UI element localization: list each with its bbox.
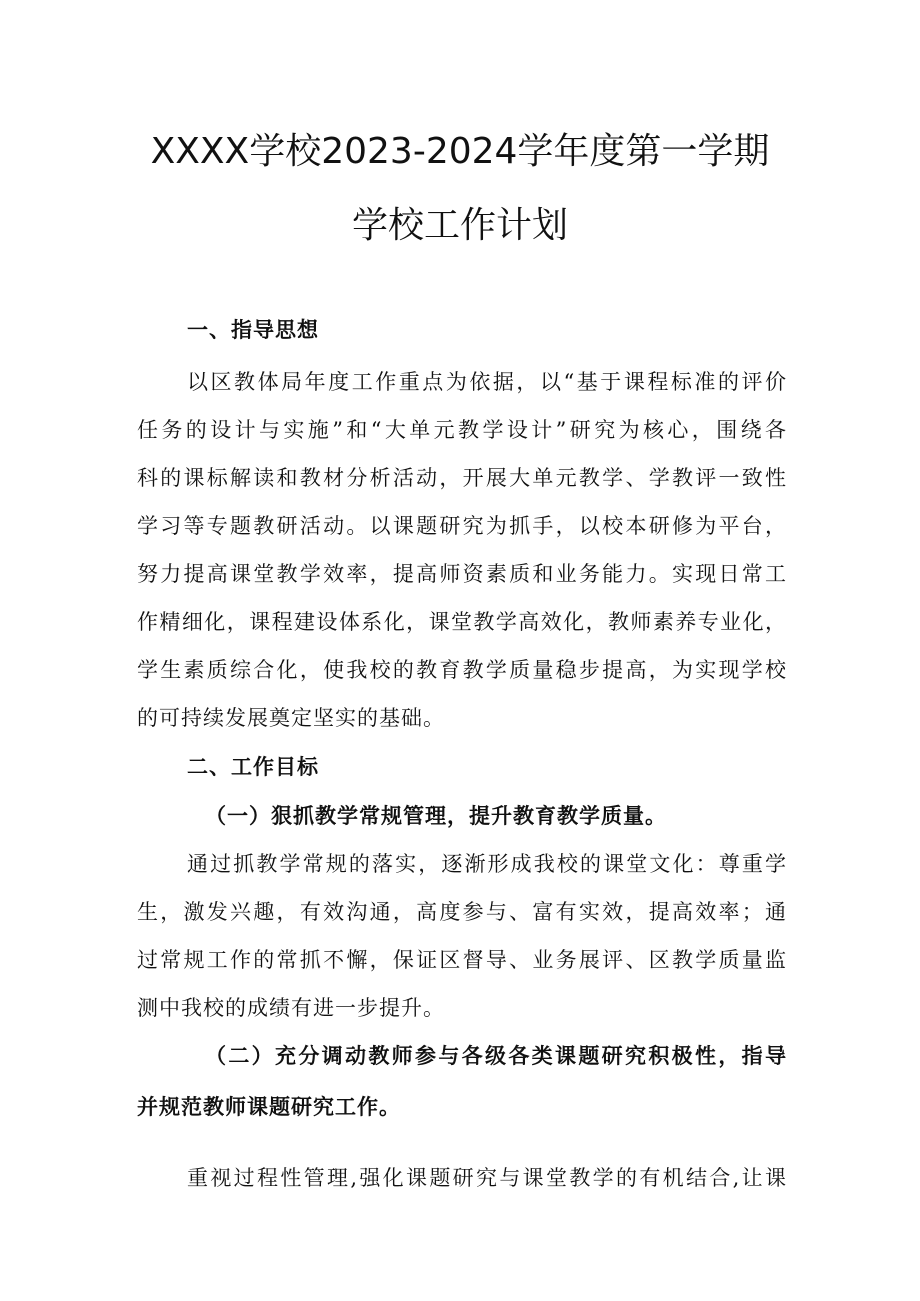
document-title-line-2: 学校工作计划 [351, 205, 568, 246]
paragraph-line: 努力提高课堂教学效率，提高师资素质和业务能力。实现日常工 [137, 562, 787, 586]
paragraph-line: 重视过程性管理,强化课题研究与课堂教学的有机结合,让课 [187, 1166, 787, 1190]
section-heading-work-goals: 二、工作目标 [187, 755, 319, 779]
paragraph-line: 学习等专题教研活动。以课题研究为抓手，以校本研修为平台， [137, 514, 787, 538]
subsection-heading-1: （一）狠抓教学常规管理，提升教育教学质量。 [205, 803, 667, 828]
paragraph-line: 科的课标解读和教材分析活动，开展大单元教学、学教评一致性 [137, 466, 787, 490]
subsection-heading-2-line-2: 并规范教师课题研究工作。 [137, 1094, 401, 1119]
paragraph-line: 任务的设计与实施”和“大单元教学设计”研究为核心，围绕各 [137, 418, 787, 442]
paragraph-line: 过常规工作的常抓不懈，保证区督导、业务展评、区教学质量监 [137, 948, 787, 972]
section-heading-guiding-ideology: 一、指导思想 [187, 318, 319, 342]
paragraph-line: 测中我校的成绩有进一步提升。 [137, 996, 445, 1020]
document-title-line-1: XXXX学校2023-2024学年度第一学期 [150, 131, 770, 172]
paragraph-line: 以区教体局年度工作重点为依据，以“基于课程标准的评价 [187, 370, 787, 394]
paragraph-line: 的可持续发展奠定坚实的基础。 [137, 706, 445, 730]
paragraph-line: 学生素质综合化，使我校的教育教学质量稳步提高，为实现学校 [137, 658, 787, 682]
paragraph-line: 作精细化，课程建设体系化，课堂教学高效化，教师素养专业化， [137, 610, 787, 634]
subsection-heading-2-line-1: （二）充分调动教师参与各级各类课题研究积极性，指导 [205, 1043, 787, 1068]
paragraph-line: 生，激发兴趣，有效沟通，高度参与、富有实效，提高效率；通 [137, 900, 787, 924]
paragraph-line: 通过抓教学常规的落实，逐渐形成我校的课堂文化：尊重学 [187, 852, 787, 876]
